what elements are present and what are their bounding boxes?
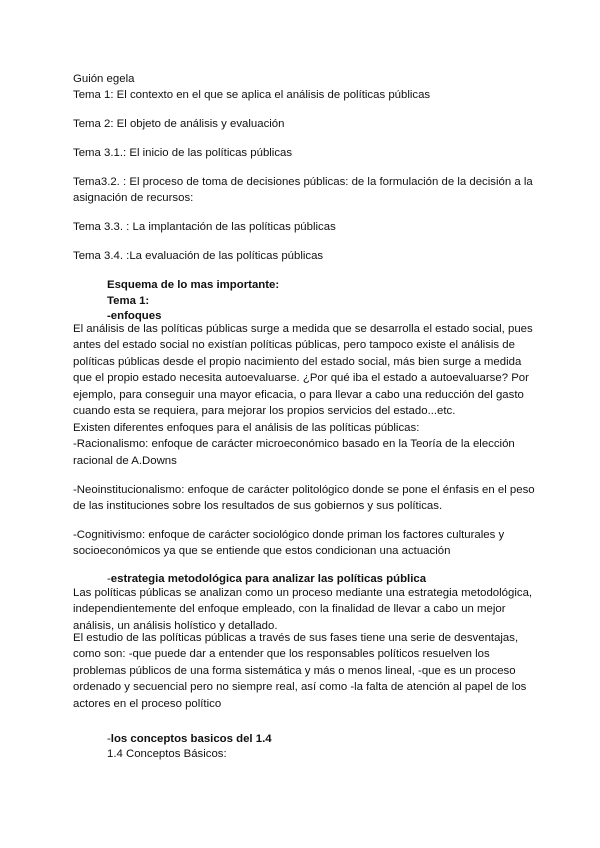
text-line: Las políticas públicas se analizan como un proceso mediante una estrategia metodológica, xyxy=(73,587,533,599)
text-line: políticas públicas desde el propio nacimiento del estado social, más bien surge a medida xyxy=(73,355,522,368)
paragraph-methodology xyxy=(73,585,533,634)
text-line: de las instituciones sobre los resultados de sus gobiernos y sus políticas. xyxy=(73,500,443,513)
text-line: actores en el proceso político xyxy=(73,697,222,710)
topic-line: asignación de recursos: xyxy=(73,192,194,204)
paragraph-approaches xyxy=(73,420,533,469)
topic-line: Tema 3.3. : La implantación de las políticas públicas xyxy=(73,221,336,233)
paragraph-neoinstitutionalism xyxy=(73,482,533,515)
topic-line: Tema 3.1.: El inicio de las políticas públicas xyxy=(73,147,293,159)
text-line: Existen diferentes enfoques para el análisis de las políticas públicas: xyxy=(73,422,420,434)
scheme-heading: Esquema de lo mas importante: xyxy=(107,279,280,291)
scheme-subheading: -enfoques xyxy=(107,310,162,322)
text-line: -Cognitivismo: enfoque de carácter sociológico donde priman los factores culturales y xyxy=(73,529,505,541)
concepts-subline: 1.4 Conceptos Básicos: xyxy=(107,748,227,760)
section-heading-concepts xyxy=(107,731,272,747)
text-line: socioeconómicos ya que se entiende que estos condicionan una actuación xyxy=(73,545,451,558)
text-line: racional de A.Downs xyxy=(73,454,177,467)
text-line: -Neoinstitucionalismo: enfoque de carácter politológico donde se pone el énfasis en el peso xyxy=(73,484,535,496)
text-line: El análisis de las políticas públicas surge a medida que se desarrolla el estado social, pues xyxy=(73,323,533,335)
topic-line: Tema 2: El objeto de análisis y evaluación xyxy=(73,118,285,130)
heading-text: estrategia metodológica para analizar las políticas pública xyxy=(110,573,427,585)
text-line: antes del estado social no existían políticas públicas, pero tampoco existe el análisis de xyxy=(73,339,515,352)
text-line: problemas públicos de una forma sistemática y más o menos lineal, -que es un proceso xyxy=(73,664,516,677)
text-line: como son: -que puede dar a entender que los responsables políticos resuelven los xyxy=(73,648,490,661)
text-line: independientemente del enfoque empleado, con la finalidad de llevar a cabo un mejor xyxy=(73,603,506,616)
topic-line: Tema 1: El contexto en el que se aplica el análisis de políticas públicas xyxy=(73,89,431,101)
topic-line: Tema3.2. : El proceso de toma de decisiones públicas: de la formulación de la decisión a la xyxy=(73,176,533,188)
heading-dash: - xyxy=(107,573,111,585)
text-line: El estudio de las políticas públicas a través de sus fases tiene una serie de desventajas, xyxy=(73,632,519,644)
text-line: que el propio estado necesita autoevaluarse. ¿Por qué iba el estado a autoevaluarse? Por xyxy=(73,372,529,385)
paragraph-phases xyxy=(73,630,533,712)
topic-line: Tema 3.4. :La evaluación de las políticas públicas xyxy=(73,250,324,262)
text-line: ejemplo, para conseguir una mayor eficacia, o para llevar a cabo una reducción del gasto xyxy=(73,388,524,401)
heading-dash: - xyxy=(107,733,111,745)
heading-text: los conceptos basicos del 1.4 xyxy=(110,733,272,745)
doc-title: Guión egela xyxy=(73,73,135,85)
text-line: análisis, un análisis holístico y detallado. xyxy=(73,619,278,632)
paragraph-cognitivism xyxy=(73,527,533,560)
text-line: cuando esta se requiera, para mejorar los propios servicios del estado...etc. xyxy=(73,405,456,418)
text-line: ordenado y secuencial pero no siempre real, así como -la falta de atención al papel de los xyxy=(73,681,527,694)
paragraph-origin xyxy=(73,321,533,419)
scheme-topic: Tema 1: xyxy=(107,295,150,307)
text-line: -Racionalismo: enfoque de carácter microeconómico basado en la Teoría de la elección xyxy=(73,438,515,451)
